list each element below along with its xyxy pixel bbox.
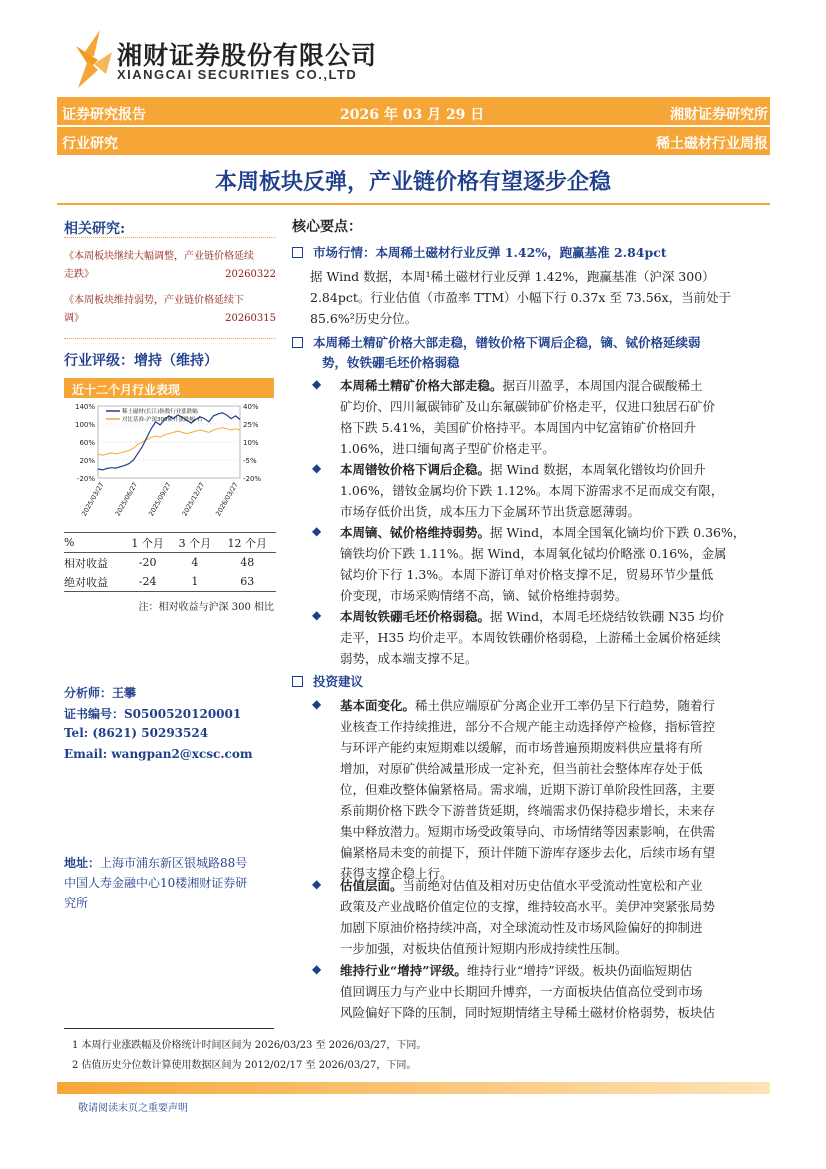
- perf-cell: 1: [191, 575, 199, 588]
- body-line: 政策及产业战略价值定位的支撑，维持较高水平。美伊冲突紧张局势: [340, 899, 716, 914]
- industry-rating: 行业评级：增持（维持）: [64, 353, 218, 369]
- body-line: 矿均价、四川氟碳铈矿及山东氟碳铈矿价格走平，仅进口独居石矿价: [340, 399, 716, 414]
- diamond-bullet-icon: ◆: [312, 524, 322, 538]
- performance-chart: [64, 398, 276, 530]
- chart-title: 近十二个月行业表现: [72, 383, 181, 397]
- perf-row-label: 绝对收益: [64, 575, 108, 589]
- checkbox-square-icon: [292, 337, 303, 348]
- body-line: 据 Wind，本周毛坯烧结钕铁硼 N35 均价: [490, 609, 724, 624]
- body-line: 值回调压力与产业中长期回升博弈，一方面板块估值高位受到市场: [340, 984, 703, 999]
- performance-note: 注：相对收益与沪深 300 相比: [138, 602, 274, 613]
- body-line: 1.06%，镨钕金属均价下跌 1.12%。本周下游需求不足而成交有限，: [340, 483, 724, 498]
- body-line: 增加，对原矿供给减量形成一定补充，但当前社会整体库存处于低: [340, 761, 703, 776]
- table-row: [64, 553, 276, 573]
- report-type: 证券研究报告: [62, 107, 146, 123]
- section-price-title-line1: 本周稀土精矿价格大部走稳，镨钕价格下调后企稳，镝、铽价格延续弱: [313, 335, 701, 350]
- bullet-dy-tb-price: [340, 522, 770, 606]
- bullet-lead: 本周钕铁硼毛坯价格弱稳。: [340, 609, 491, 624]
- section-price-title-line2: 势，钕铁硼毛坯价格弱稳: [322, 355, 460, 370]
- analyst-cert: 证书编号：S0500520120001: [64, 707, 242, 721]
- perf-row-label: 相对收益: [64, 556, 108, 570]
- body-line: 加剧下原油价格持续冲高，对全球流动性及市场风险偏好的抑制进: [340, 920, 703, 935]
- related-item-1-title: 《本周板块继续大幅调整，产业链价格延续: [64, 251, 254, 262]
- perf-cell: -24: [138, 575, 157, 588]
- body-line: 系前期价格下跌令下游普货延期，终端需求仍保持稳步增长，未来存: [340, 803, 716, 818]
- diamond-bullet-icon: ◆: [312, 461, 322, 475]
- footnote-divider: [64, 1028, 274, 1029]
- perf-header-unit: %: [64, 536, 75, 549]
- perf-cell: 48: [240, 556, 255, 569]
- related-item-1-title-cont: 走跌》: [64, 269, 94, 280]
- perf-header-12m: 12 个月: [227, 536, 268, 550]
- body-line: 格下跌 5.41%，美国矿价格持平。本周国内中钇富铕矿价格回升: [340, 420, 697, 435]
- body-line: 维持行业“增持”评级。板块仍面临短期估: [466, 963, 693, 978]
- chart-right-tick-label: 10%: [243, 439, 259, 447]
- chart-x-tick-label: 2025/06/27: [113, 481, 140, 518]
- perf-cell: 4: [191, 556, 199, 569]
- body-line: 铽均价下行 1.3%。本周下游订单对价格支撑不足，贸易环节少量低: [340, 567, 714, 582]
- related-item-1[interactable]: [64, 248, 276, 284]
- section-market-body: [310, 266, 770, 329]
- perf-cell: -20: [138, 556, 157, 569]
- section-investment-title: [292, 672, 363, 690]
- address-line-1: 上海市浦东新区银城路88号: [100, 856, 248, 870]
- legend-label-benchmark: 对比基准-沪深300累计涨跌幅-右: [122, 417, 203, 423]
- chart-x-tick-label: 2025/12/27: [180, 481, 207, 518]
- body-line: 据 Wind，本周全国氧化镝均价下跌 0.36%，: [490, 525, 746, 540]
- section-price-title: [292, 333, 772, 373]
- address-block: [64, 853, 279, 913]
- body-line: 一步加强，对板块估值预计短期内形成持续性压制。: [340, 941, 628, 956]
- related-item-2-title: 《本周板块维持弱势，产业链价格延续下: [64, 295, 244, 306]
- chart-x-tick-label: 2025/09/27: [147, 481, 173, 518]
- body-line: 镝铁均价下跌 1.11%。据 Wind，本周氧化铽均价略涨 0.16%，金属: [340, 546, 727, 561]
- perf-cell: 63: [240, 575, 255, 588]
- related-item-2-date: 20260315: [225, 313, 276, 324]
- bullet-rating: [340, 960, 770, 1023]
- chart-right-tick-label: -5%: [243, 457, 257, 465]
- body-line: 当前绝对估值及相对历史估值水平受流动性宽松和产业: [402, 878, 703, 893]
- chart-left-tick-label: -20%: [76, 475, 95, 483]
- bullet-lead: 本周镝、铽价格维持弱势。: [340, 525, 491, 540]
- section-investment-title-text: 投资建议: [313, 674, 364, 689]
- company-name-en: XIANGCAI SECURITIES CO.,LTD: [117, 67, 358, 82]
- analyst-tel: Tel: (8621) 50293524: [64, 726, 209, 740]
- header-divider: [57, 125, 770, 127]
- checkbox-square-icon: [292, 676, 303, 687]
- body-line: 偏紧格局未变的前提下，预计伴随下游库存逐步去化，后续市场有望: [340, 845, 716, 860]
- body-line: 据 Wind 数据，本周氧化镨钕均价回升: [490, 462, 706, 477]
- body-line: 2.84pct。行业估值（市盈率 TTM）小幅下行 0.37x 至 73.56x，当前处于: [310, 290, 732, 305]
- report-category: 行业研究: [62, 136, 118, 152]
- body-line: 弱势，成本端支撑不足。: [340, 651, 478, 666]
- body-line: 据 Wind 数据，本周¹稀土磁材行业反弹 1.42%，跑赢基准（沪深 300）: [310, 269, 715, 284]
- performance-table: [64, 532, 276, 592]
- chart-right-tick-label: 25%: [243, 421, 259, 429]
- company-logo-icon: [72, 30, 112, 88]
- title-divider: [57, 203, 770, 205]
- body-line: 市场存低价出货，成本压力下金属环节出货意愿薄弱。: [340, 504, 641, 519]
- chart-left-tick-label: 100%: [74, 421, 95, 429]
- address-line-3: 究所: [64, 896, 89, 910]
- institute-name: 湘财证券研究所: [670, 107, 768, 123]
- section-market-title: [292, 243, 667, 261]
- body-line: 价变现，市场采购情绪不高，镝、铽价格维持弱势。: [340, 588, 628, 603]
- related-research-heading: 相关研究:: [64, 221, 126, 237]
- bullet-valuation: [340, 875, 770, 959]
- table-row: [64, 572, 276, 592]
- page-title: 本周板块反弹，产业链价格有望逐步企稳: [214, 169, 611, 195]
- related-item-1-date: 20260322: [225, 269, 276, 280]
- report-date: 2026 年 03 月 29 日: [340, 107, 485, 123]
- core-points-heading: 核心要点：: [292, 219, 362, 235]
- analyst-name: 分析师：王攀: [64, 686, 137, 700]
- body-line: 风险偏好下降的压制，同时短期情绪主导稀土磁材价格弱势，板块估: [340, 1005, 716, 1020]
- body-line: 业核查工作持续推进，部分不合规产能主动选择停产检修，指标管控: [340, 719, 716, 734]
- address-label: 地址：: [64, 856, 101, 870]
- legend-label-industry: 稀土磁材(长江)指数行业涨跌幅: [122, 409, 198, 415]
- related-divider: [64, 237, 276, 238]
- body-line: 85.6%²历史分位。: [310, 311, 418, 326]
- chart-right-tick-label: -20%: [243, 475, 262, 483]
- report-series-name: 稀土磁材行业周报: [656, 136, 768, 152]
- chart-left-tick-label: 20%: [79, 457, 95, 465]
- bullet-ndfeb-price: [340, 606, 770, 669]
- footer-bar: [57, 1082, 770, 1094]
- diamond-bullet-icon: ◆: [312, 377, 322, 391]
- bullet-lead: 本周稀土精矿价格大部走稳。: [340, 378, 503, 393]
- bullet-lead: 基本面变化。: [340, 698, 416, 713]
- related-item-2[interactable]: [64, 292, 276, 328]
- chart-right-tick-label: 40%: [243, 403, 259, 411]
- body-line: 走平，H35 均价走平。本周钕铁硼价格弱稳，上游稀土金属价格延续: [340, 630, 721, 645]
- chart-left-tick-label: 60%: [79, 439, 95, 447]
- diamond-bullet-icon: ◆: [312, 608, 322, 622]
- bullet-lead: 估值层面。: [340, 878, 403, 893]
- diamond-bullet-icon: ◆: [312, 697, 322, 711]
- body-line: 1.06%，进口缅甸离子型矿价格走平。: [340, 441, 555, 456]
- bullet-prnd-price: [340, 459, 770, 522]
- bullet-fundamentals: [340, 695, 770, 884]
- perf-header-3m: 3 个月: [178, 536, 212, 550]
- company-name-cn: 湘财证券股份有限公司: [117, 42, 378, 70]
- bullet-lead: 维持行业“增持”评级。: [340, 963, 467, 978]
- related-divider-bottom: [64, 338, 276, 339]
- address-line-2: 中国人寿金融中心10楼湘财证券研: [64, 876, 248, 890]
- body-line: 获得支撑企稳上行。: [340, 866, 453, 881]
- related-item-2-title-cont: 调》: [64, 313, 84, 324]
- section-market-title-text: 市场行情：本周稀土磁材行业反弹 1.42%，跑赢基准 2.84pct: [313, 245, 667, 260]
- diamond-bullet-icon: ◆: [312, 877, 322, 891]
- chart-series-benchmark: [98, 428, 240, 456]
- body-line: 稀土供应端原矿分离企业开工率仍呈下行趋势，随着行: [415, 698, 716, 713]
- diamond-bullet-icon: ◆: [312, 962, 322, 976]
- bullet-lead: 本周镨钕价格下调后企稳。: [340, 462, 491, 477]
- body-line: 位，但难改整体偏紧格局。需求端，近期下游订单阶段性回落，主要: [340, 782, 716, 797]
- bullet-ore-price: [340, 375, 770, 459]
- perf-header-1m: 1 个月: [131, 536, 164, 550]
- chart-left-tick-label: 140%: [74, 403, 95, 411]
- footnote-2: 2 估值历史分位数计算使用数据区间为 2012/02/17 至 2026/03/27，下同。: [72, 1060, 417, 1071]
- body-line: 与环评产能约束短期难以缓解，而市场普遍预期废料供应量将有所: [340, 740, 703, 755]
- body-line: 集中释放潜力。短期市场受政策导向、市场情绪等因素影响，在供需: [340, 824, 716, 839]
- analyst-email[interactable]: Email: wangpan2@xcsc.com: [64, 747, 253, 761]
- body-line: 据百川盈孚，本周国内混合碳酸稀土: [502, 378, 703, 393]
- footnote-1: 1 本周行业涨跌幅及价格统计时间区间为 2026/03/23 至 2026/03/27，下同。: [72, 1040, 427, 1051]
- checkbox-square-icon: [292, 247, 303, 258]
- chart-x-tick-label: 2025/03/27: [80, 481, 106, 518]
- chart-x-tick-label: 2026/03/27: [214, 481, 240, 518]
- footer-disclaimer[interactable]: 敬请阅读末页之重要声明: [78, 1103, 188, 1114]
